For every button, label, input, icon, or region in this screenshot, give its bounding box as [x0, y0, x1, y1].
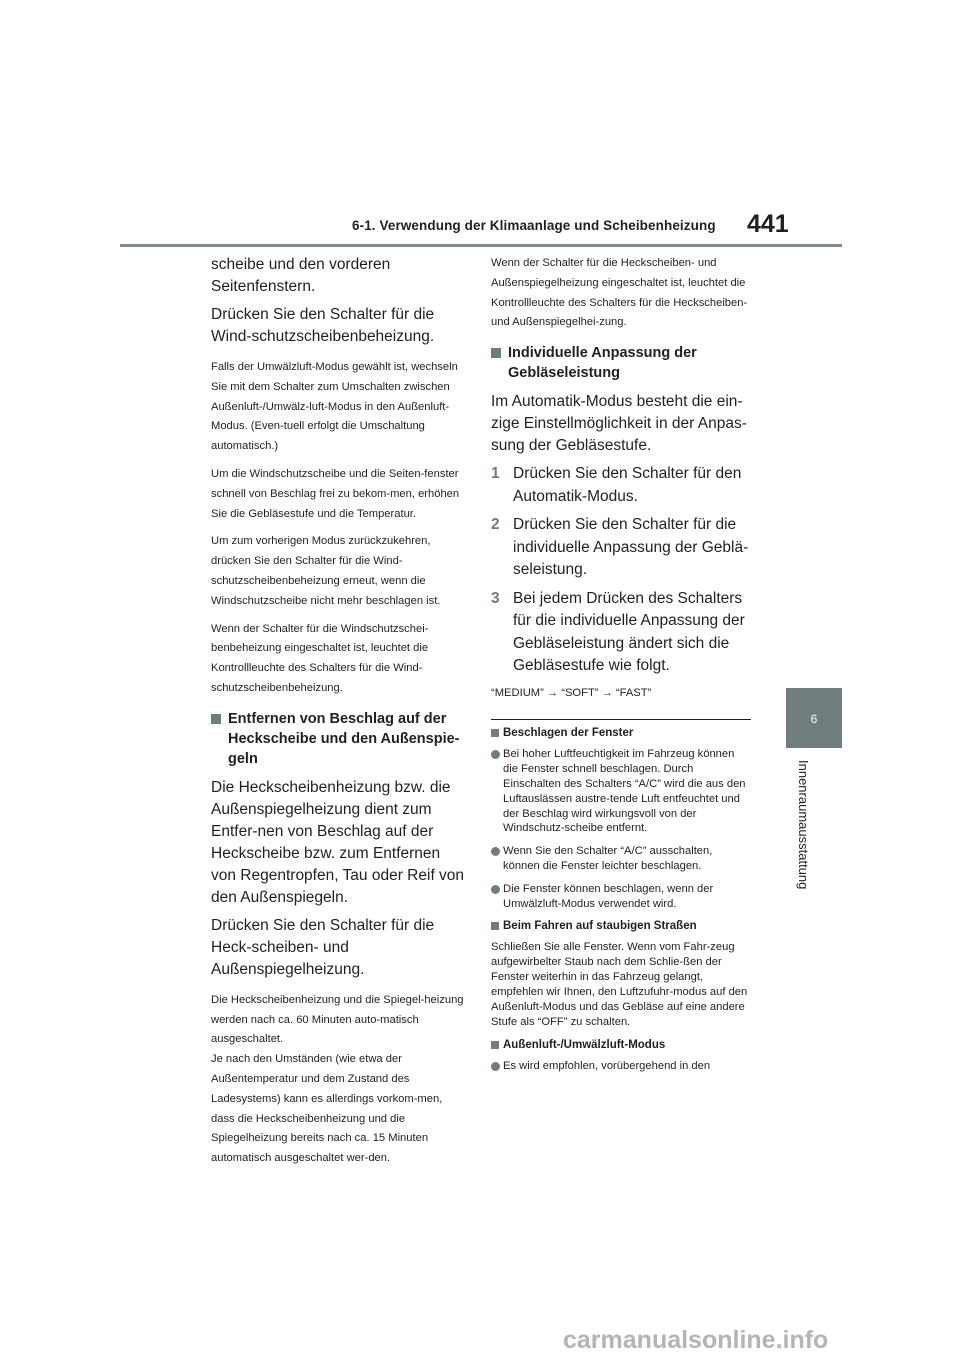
round-bullet-icon [491, 750, 500, 759]
step-number: 2 [491, 516, 500, 534]
section-heading: Entfernen von Beschlag auf der Heckscheibe und den Außenspie-geln [211, 709, 466, 769]
step-item: 1 Drücken Sie den Schalter für den Automatik-Modus. [491, 465, 742, 505]
square-bullet-icon [491, 922, 499, 930]
paragraph: Drücken Sie den Schalter für die Heck-scheiben- und Außenspiegelheizung. [211, 916, 435, 978]
step-number: 3 [491, 589, 500, 607]
small-paragraph: Je nach den Umständen (wie etwa der Außentemperatur und dem Zustand des Ladesystems) kann es allerdings vorkom-men, dass die Heckscheibenheizung und die Spiegelheizung bereits nach ca. 15 Minuten automatisch ausgeschaltet wer-den. [211, 1053, 443, 1165]
page-number: 441 [747, 210, 789, 238]
notes-divider [491, 719, 751, 720]
square-bullet-icon [491, 348, 501, 358]
round-bullet-icon [491, 1062, 500, 1071]
header-rule [120, 244, 842, 247]
small-paragraph: Wenn der Schalter für die Heckscheiben- und Außenspiegelheizung eingeschaltet ist, leuchtet die Kontrollleuchte des Schalters für die Heckscheiben- und Außenspiegelhei-zung. [491, 257, 748, 329]
note-heading: Beim Fahren auf staubigen Straßen [491, 919, 751, 934]
fan-sequence: “MEDIUM” → “SOFT” → “FAST” [491, 686, 652, 699]
small-paragraph: Die Heckscheibenheizung und die Spiegel-heizung werden nach ca. 60 Minuten auto-matisch ausgeschaltet. [211, 993, 464, 1046]
note-bullet: Die Fenster können beschlagen, wenn der Umwälzluft-Modus verwendet wird. [491, 882, 751, 912]
paragraph: scheibe und den vorderen Seitenfenstern. [211, 256, 391, 295]
step-item: 2 Drücken Sie den Schalter für die individuelle Anpassung der Geblä-seleistung. [491, 516, 749, 579]
step-item: 3 Bei jedem Drücken des Schalters für die individuelle Anpassung der Gebläseleistung ändert sich die Gebläsestufe wie folgt. [491, 589, 745, 675]
note-paragraph: Schließen Sie alle Fenster. Wenn vom Fahr-zeug aufgewirbelter Staub nach dem Schlie-ßen der Fenster weiterhin in das Fahrzeug gelangt, empfehlen wir Ihnen, den Luftzufuhr-modus auf den Außenluft-Modus und das Gebläse auf eine andere Stufe als “OFF” zu schalten. [491, 941, 748, 1029]
chapter-label: Innenraumausstattung [796, 760, 811, 890]
small-paragraph: Um zum vorherigen Modus zurückzukehren, drücken Sie den Schalter für die Wind-schutzscheibenbeheizung erneut, wenn die Windschutzscheibe nicht mehr beschlagen ist. [211, 535, 441, 607]
small-paragraph: Wenn der Schalter für die Windschutzschei-benbeheizung eingeschaltet ist, leuchtet die Kontrollleuchte des Schalters für die Wind-schutzscheibenbeheizung. [211, 622, 429, 694]
small-paragraph: Um die Windschutzscheibe und die Seiten-fenster schnell von Beschlag frei zu bekom-men, erhöhen Sie die Gebläsestufe und die Temperatur. [211, 467, 460, 520]
paragraph: Die Heckscheibenheizung bzw. die Außenspiegelheizung dient zum Entfer-nen von Beschlag auf der Heckscheibe bzw. zum Entfernen von Regentropfen, Tau oder Reif von den Außenspiegeln. [211, 778, 465, 906]
watermark: carmanualsonline.info [563, 1326, 829, 1354]
step-number: 1 [491, 465, 500, 483]
section-heading: Individuelle Anpassung der Gebläseleistung [491, 343, 751, 383]
section-title: 6-1. Verwendung der Klimaanlage und Scheibenheizung [352, 218, 716, 233]
note-heading: Außenluft-/Umwälzluft-Modus [491, 1038, 751, 1053]
note-bullet: Wenn Sie den Schalter “A/C” ausschalten, können die Fenster leichter beschlagen. [491, 844, 751, 874]
paragraph: Drücken Sie den Schalter für die Wind-schutzscheibenbeheizung. [211, 306, 435, 345]
note-bullet: Bei hoher Luftfeuchtigkeit im Fahrzeug können die Fenster schnell beschlagen. Durch Einschalten des Schalters “A/C” wird die aus den Luftauslässen austre-tende Luft entfeuchtet und der Beschlag wird wirkungsvoll von der Windschutz-scheibe entfernt. [491, 747, 751, 836]
square-bullet-icon [491, 729, 499, 737]
small-paragraph: Falls der Umwälzluft-Modus gewählt ist, wechseln Sie mit dem Schalter zum Umschalten zwischen Außenluft-/Umwälz-luft-Modus in den Außenluft-Modus. (Even-tuell erfolgt die Umschaltung automatisch.) [211, 361, 458, 453]
chapter-number: 6 [810, 712, 818, 726]
note-bullet: Es wird empfohlen, vorübergehend in den [491, 1059, 751, 1074]
left-column [211, 254, 466, 1169]
square-bullet-icon [211, 714, 221, 724]
paragraph: Im Automatik-Modus besteht die ein-zige Einstellmöglichkeit in der Anpas-sung der Gebläsestufe. [491, 393, 747, 455]
note-heading: Beschlagen der Fenster [491, 726, 751, 741]
round-bullet-icon [491, 847, 500, 856]
round-bullet-icon [491, 885, 500, 894]
square-bullet-icon [491, 1041, 499, 1049]
right-column [491, 254, 751, 1082]
